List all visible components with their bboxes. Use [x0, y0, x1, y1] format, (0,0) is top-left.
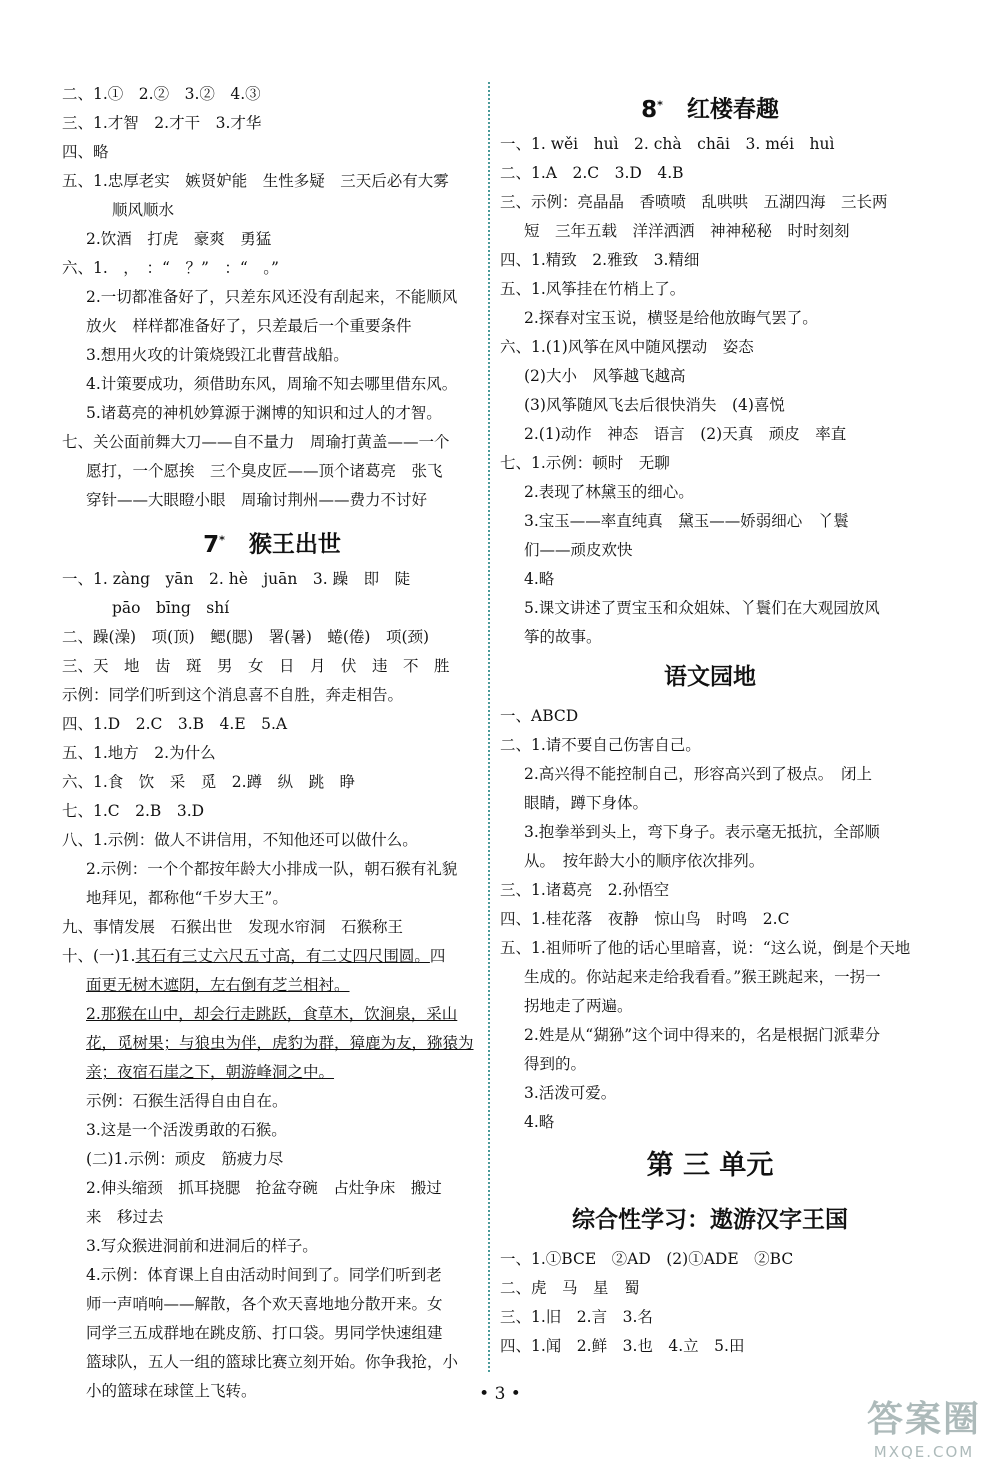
answer-line: 穿针——大眼瞪小眼 周瑜讨荆州——费力不讨好 [86, 491, 428, 509]
answer-line: 2.(1)动作 神态 语言 (2)天真 顽皮 率直 [524, 425, 847, 443]
answer-line: 4.略 [524, 1113, 555, 1131]
left-column [62, 80, 482, 1406]
section-heading-zonghe: 综合性学习：遨游汉字王国 [572, 1207, 848, 1233]
answer-line: 3.写众猴进洞前和进洞后的样子。 [86, 1237, 318, 1255]
answer-line: 四、略 [62, 143, 109, 161]
answer-line: 3.宝玉——率直纯真 黛玉——娇弱细心 丫鬟 [524, 512, 849, 530]
section-heading-yuwen-yuandi: 语文园地 [664, 664, 756, 690]
answer-line: 3.抱拳举到头上，弯下身子。表示毫无抵抗，全部顺 [524, 823, 880, 841]
answer-line: 放火 样样都准备好了，只差最后一个重要条件 [86, 317, 412, 335]
answer-line: 四、1.精致 2.雅致 3.精细 [500, 251, 700, 269]
underlined-text: 面更无树木遮阴，左右倒有芝兰相衬。 [86, 976, 350, 994]
answer-line: 三、1.才智 2.才干 3.才华 [62, 114, 262, 132]
answer-line: 四、1.桂花落 夜静 惊山鸟 时鸣 2.C [500, 910, 790, 928]
answer-line [62, 1058, 482, 1087]
answer-line: 2.表现了林黛玉的细心。 [524, 483, 694, 501]
answer-line: 一、1. zàng yān 2. hè juān 3. 躁 即 陡 [62, 570, 411, 588]
answer-line [62, 971, 482, 1000]
answer-line: 4.示例：体育课上自由活动时间到了。同学们听到老 [86, 1266, 442, 1284]
answer-line: 地拜见，都称他“千岁大王”。 [86, 889, 288, 907]
answer-line: 二、虎 马 星 蜀 [500, 1279, 640, 1297]
answer-line: 2.示例：一个个都按年龄大小排成一队，朝石猴有礼貌 [86, 860, 458, 878]
answer-line: 三、示例：亮晶晶 香喷喷 乱哄哄 五湖四海 三长两 [500, 193, 888, 211]
answer-line: 愿打，一个愿挨 三个臭皮匠——顶个诸葛亮 张飞 [86, 462, 443, 480]
answer-line: 五、1.祖师听了他的话心里暗喜，说：“这么说，倒是个天地 [500, 939, 911, 957]
answer-line: 2.姓是从“猢狲”这个词中得来的，名是根据门派辈分 [524, 1026, 881, 1044]
answer-line: 五、1.地方 2.为什么 [62, 744, 216, 762]
answer-line: 一、1. wěi huì 2. chà chāi 3. méi huì [500, 135, 835, 153]
answer-line: 同学三五成群地在跳皮筋、打口袋。男同学快速组建 [86, 1324, 443, 1342]
answer-line [62, 1029, 482, 1058]
answer-line: 短 三年五载 洋洋洒洒 神神秘秘 时时刻刻 [524, 222, 850, 240]
unit-heading: 第 三 单元 [646, 1150, 774, 1181]
answer-line: 4.计策要成功，须借助东风，周瑜不知去哪里借东风。 [86, 375, 458, 393]
answer-line: 拐地走了两遍。 [524, 997, 633, 1015]
answer-line: 顺风顺水 [112, 201, 175, 219]
answer-line: 得到的。 [524, 1055, 587, 1073]
lesson-7-heading [62, 515, 482, 565]
answer-line: 2.一切都准备好了，只差东风还没有刮起来，不能顺风 [86, 288, 458, 306]
answer-line: 示例：同学们听到这个消息喜不自胜，奔走相告。 [62, 686, 404, 704]
answer-line: 五、1.风筝挂在竹梢上了。 [500, 280, 686, 298]
answer-line: 3.这是一个活泼勇敢的石猴。 [86, 1121, 287, 1139]
answer-line: 六、1.(1)风筝在风中随风摆动 姿态 [500, 338, 754, 356]
watermark-logo: 答案圈 MXQE.COM [866, 1399, 981, 1461]
answer-line: 二、1.A 2.C 3.D 4.B [500, 164, 684, 182]
answer-line [62, 1000, 482, 1029]
answer-line: 4.略 [524, 570, 555, 588]
answer-line: 示例：石猴生活得自由自在。 [86, 1092, 288, 1110]
lesson-8-heading [500, 80, 920, 130]
answer-line: 二、躁(澡) 项(顶) 鳃(腮) 署(暑) 蜷(倦) 项(颈) [62, 628, 430, 646]
answer-line: 七、关公面前舞大刀——自不量力 周瑜打黄盖——一个 [62, 433, 450, 451]
underlined-text: 2.那猴在山中，却会行走跳跃，食草木，饮涧泉，采山 [86, 1005, 458, 1023]
answer-line: 六、1. ， ：“ ？” ：“ 。” [62, 259, 279, 277]
answer-line: (二)1.示例：顽皮 筋疲力尽 [86, 1150, 284, 1168]
answer-line: 生成的。你站起来走给我看看。”猴王跳起来，一拐一 [524, 968, 881, 986]
answer-line: 师一声哨响——解散，各个欢天喜地地分散开来。女 [86, 1295, 443, 1313]
answer-line: 2.饮酒 打虎 豪爽 勇猛 [86, 230, 272, 248]
answer-line: 2.伸头缩颈 抓耳挠腮 抢盆夺碗 占灶争床 搬过 [86, 1179, 442, 1197]
answer-line: 眼睛，蹲下身体。 [524, 794, 649, 812]
answer-line: 十、(一)1.其石有三丈六尺五寸高，有二丈四尺围圆。四 [62, 947, 446, 965]
answer-line: 小的篮球在球筐上飞转。 [86, 1382, 257, 1400]
column-divider [488, 82, 490, 1372]
answer-line: (3)风筝随风飞去后很快消失 (4)喜悦 [524, 396, 785, 414]
answer-line: 5.诸葛亮的神机妙算源于渊博的知识和过人的才智。 [86, 404, 442, 422]
answer-line: 五、1.忠厚老实 嫉贤妒能 生性多疑 三天后必有大雾 [62, 172, 449, 190]
answer-line: 七、1.C 2.B 3.D [62, 802, 205, 820]
answer-line: 四、1.闻 2.鲜 3.也 4.立 5.田 [500, 1337, 745, 1355]
answer-line: 七、1.示例：顿时 无聊 [500, 454, 670, 472]
answer-line: 三、1.诸葛亮 2.孙悟空 [500, 881, 670, 899]
answer-line: 5.课文讲述了贾宝玉和众姐妹、丫鬟们在大观园放风 [524, 599, 880, 617]
answer-line: (2)大小 风筝越飞越高 [524, 367, 686, 385]
answer-line: 四、1.D 2.C 3.B 4.E 5.A [62, 715, 288, 733]
lesson-number: 8* [641, 96, 663, 123]
answer-line: 八、1.示例：做人不讲信用，不知他还可以做什么。 [62, 831, 418, 849]
answer-line: 三、天 地 齿 斑 男 女 日 月 伏 违 不 胜 [62, 657, 450, 675]
page-number: • 3 • [479, 1384, 521, 1404]
answer-line: 们——顽皮欢快 [524, 541, 633, 559]
answer-line: 六、1.食 饮 采 觅 2.蹲 纵 跳 睁 [62, 773, 356, 791]
answer-line: 三、1.旧 2.言 3.名 [500, 1308, 653, 1326]
underlined-text: 花，觅树果；与狼虫为伴，虎豹为群，獐鹿为友，猕猿为 [86, 1034, 474, 1052]
answer-line: 3.想用火攻的计策烧毁江北曹营战船。 [86, 346, 349, 364]
lesson-title: 红楼春趣 [686, 96, 779, 123]
lesson-title: 猴王出世 [248, 531, 341, 558]
underlined-text: 其石有三丈六尺五寸高，有二丈四尺围圆。 [135, 947, 430, 965]
answer-line: 二、1.① 2.② 3.② 4.③ [62, 85, 261, 103]
answer-line: 2.探春对宝玉说，横竖是给他放晦气罢了。 [524, 309, 818, 327]
answer-line: 从。 按年龄大小的顺序依次排列。 [524, 852, 765, 870]
answer-line: 二、1.请不要自己伤害自己。 [500, 736, 701, 754]
lesson-number: 7* [203, 531, 225, 558]
answer-line: 来 移过去 [86, 1208, 164, 1226]
right-column [500, 80, 920, 1361]
answer-line: 一、1.①BCE ②AD (2)①ADE ②BC [500, 1250, 794, 1268]
underlined-text: 亲；夜宿石崖之下，朝游峰洞之中。 [86, 1063, 335, 1081]
answer-line: 2.高兴得不能控制自己，形容高兴到了极点。 闭上 [524, 765, 873, 783]
answer-line: 一、ABCD [500, 707, 579, 725]
answer-line: 3.活泼可爱。 [524, 1084, 617, 1102]
answer-line: 筝的故事。 [524, 628, 602, 646]
answer-line: 九、事情发展 石猴出世 发现水帘洞 石猴称王 [62, 918, 404, 936]
answer-line: pāo bīng shí [112, 599, 230, 617]
answer-line: 篮球队，五人一组的篮球比赛立刻开始。你争我抢，小 [86, 1353, 459, 1371]
